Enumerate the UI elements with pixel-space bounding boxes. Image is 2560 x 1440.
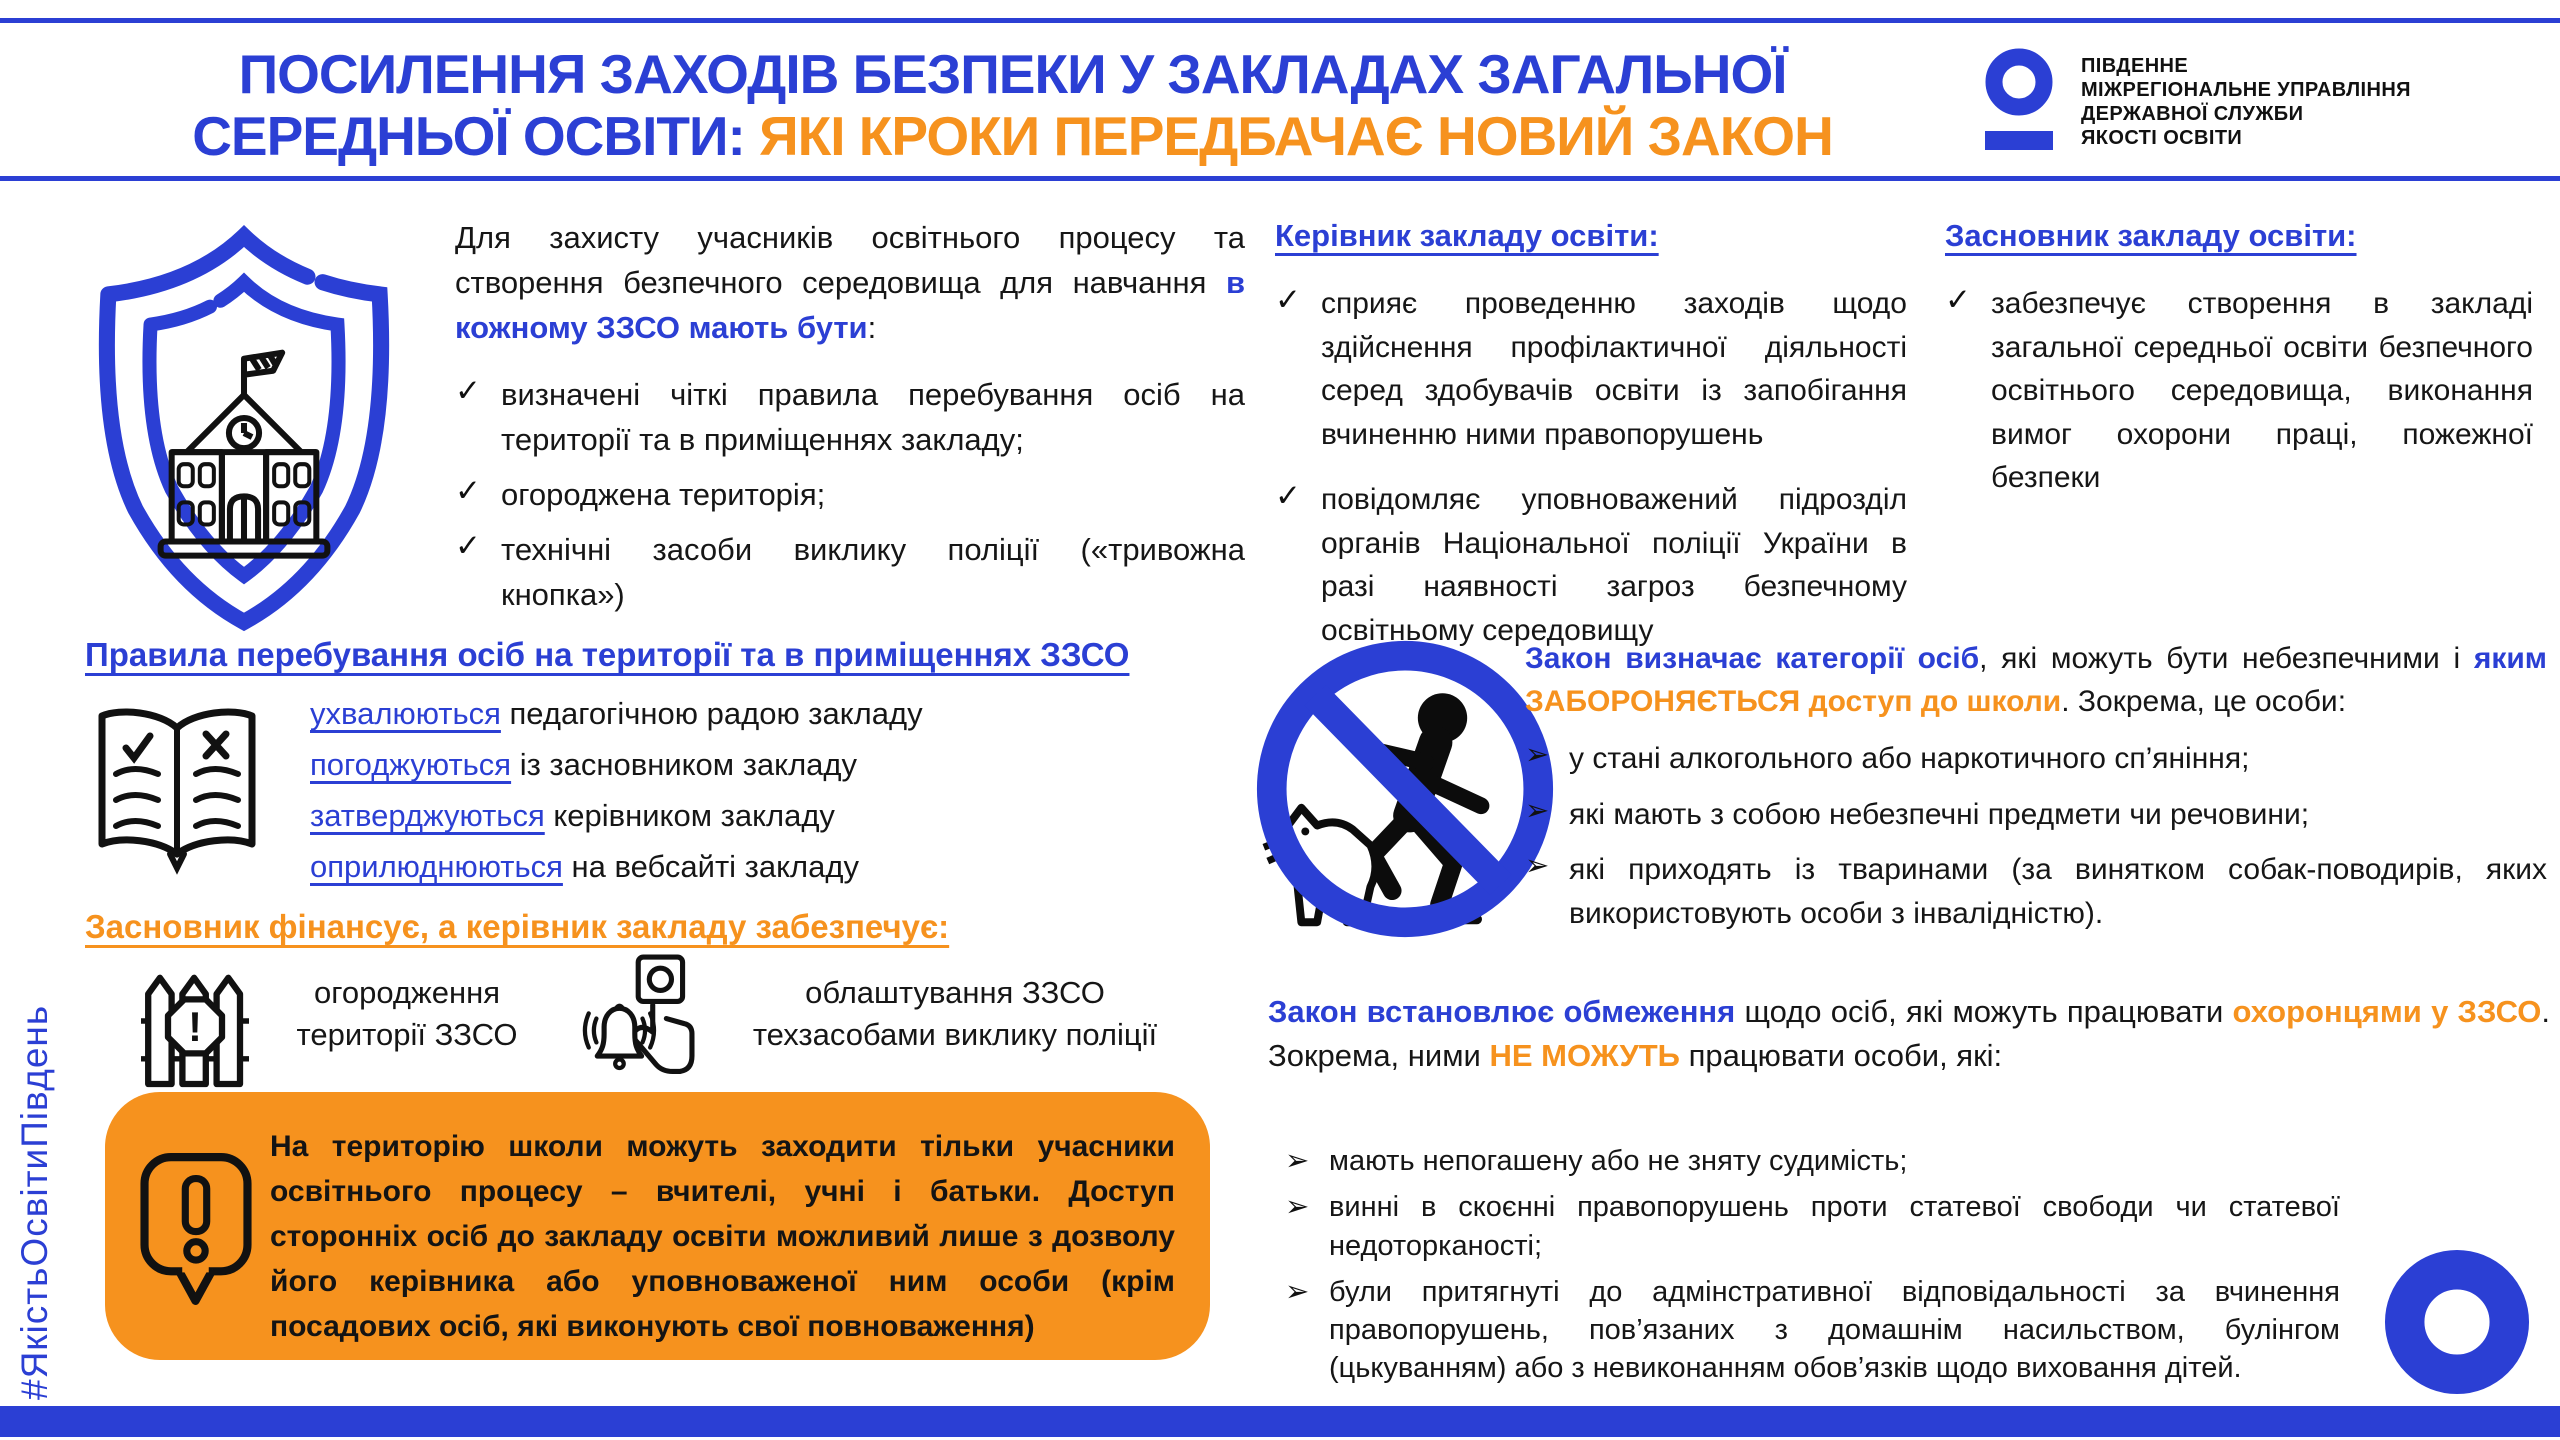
notice-box: [105, 1092, 1210, 1360]
director-column: [1275, 218, 1907, 662]
founder-heading: Засновник фінансує, а керівник закладу забезпечує:: [85, 908, 950, 945]
rule-link: затверджуються: [310, 798, 545, 833]
arrow-bullet-icon: ➢: [1525, 739, 1550, 772]
rules-heading: Правила перебування осіб на території та в приміщеннях ЗЗСО: [85, 636, 1130, 673]
guards-bullet: ➢ винні в скоєнні правопорушень проти статевої свободи чи статевої недоторканості;: [1285, 1188, 2340, 1265]
arrow-bullet-icon: ➢: [1285, 1191, 1310, 1224]
guards-block: [1268, 990, 2550, 1078]
ring-logo-icon: [2383, 1248, 2531, 1396]
intro-bullet: ✓ огороджена територія;: [455, 473, 1245, 518]
arrow-bullet-icon: ➢: [1525, 850, 1550, 883]
guards-bullets: [1285, 1142, 2340, 1396]
arrow-bullet-icon: ➢: [1525, 794, 1550, 827]
rule-item: ухвалюються педагогічною радою закладу: [310, 696, 923, 731]
page-title: [90, 44, 1935, 167]
fence-icon: [135, 958, 255, 1093]
brand-logo: [1983, 38, 2411, 153]
intro-highlight: в кожному ЗЗСО мають бути: [455, 264, 1245, 345]
founder-duties-heading: Засновник закладу освіти:: [1945, 218, 2357, 253]
alarm-button-icon: [572, 952, 707, 1097]
check-icon: ✓: [1945, 282, 1971, 317]
intro-paragraph: Для захисту учасників освітнього процесу та створення безпечного середовища для навчання в кожному ЗЗСО мають бути:: [455, 220, 1245, 345]
rule-link: оприлюднюються: [310, 849, 563, 884]
page-title-line2: СЕРЕДНЬОЇ ОСВІТИ: ЯКІ КРОКИ ПЕРЕДБАЧАЄ НОВИЙ ЗАКОН: [192, 104, 1833, 167]
svg-text:!: !: [188, 1003, 202, 1050]
intro-bullet: ✓ визначені чіткі правила перебування осіб на території та в приміщеннях закладу;: [455, 373, 1245, 463]
prohibition-bullet: ➢ які мають з собою небезпечні предмети чи речовини;: [1525, 793, 2547, 837]
intro-section: [455, 216, 1245, 628]
open-book-icon: [82, 696, 272, 876]
arrow-bullet-icon: ➢: [1285, 1145, 1310, 1177]
top-divider-line: [0, 18, 2560, 23]
founder-duties-column: [1945, 218, 2533, 510]
director-heading: Керівник закладу освіти:: [1275, 218, 1659, 253]
arrow-bullet-icon: ➢: [1285, 1275, 1310, 1308]
guards-bullet: ➢ були притягнуті до адмінстративної відповідальності за вчинення правопорушень, пов’язаних з домашнім насильством, булінгом (цькуванням) або з невиконанням обов’язків щодо виховання дітей.: [1285, 1273, 2340, 1388]
brand-name: ПІВДЕННЕ МІЖРЕГІОНАЛЬНЕ УПРАВЛІННЯ ДЕРЖАВНОЇ СЛУЖБИ ЯКОСТІ ОСВІТИ: [2081, 55, 2411, 149]
director-bullet: ✓ повідомляє уповноважений підрозділ органів Національної поліції України в разі наявності загроз безпечному освітньому середовищу: [1275, 478, 1907, 652]
prohibition-block: [1525, 638, 2547, 947]
rule-link: погоджуються: [310, 747, 512, 782]
rule-item: оприлюднюються на вебсайті закладу: [310, 849, 859, 884]
hashtag-vertical: #ЯкістьОсвітиПівдень: [14, 1004, 55, 1400]
exclamation-bubble-icon: [137, 1150, 255, 1308]
prohibition-lead: Закон визначає категорії осіб, які можуть бути небезпечними і яким ЗАБОРОНЯЄТЬСЯ доступ до школи. Зокрема, це особи:: [1525, 642, 2547, 718]
check-icon: ✓: [1275, 478, 1301, 513]
guards-lead: Закон встановлює обмеження щодо осіб, які можуть працювати охоронцями у ЗЗСО. Зокрема, ними НЕ МОЖУТЬ працювати особи, які:: [1268, 994, 2550, 1074]
rule-link: ухвалюються: [310, 696, 501, 731]
header-divider-line: [0, 176, 2560, 181]
intro-bullet: ✓ технічні засоби виклику поліції («тривожна кнопка»): [455, 528, 1245, 618]
bottom-bar: [0, 1406, 2560, 1437]
founder-duties-bullet: ✓ забезпечує створення в закладі загальної середньої освіти безпечного освітнього середовища, виконання вимог охорони праці, пожежної безпеки: [1945, 282, 2533, 500]
director-bullet: ✓ сприяє проведенню заходів щодо здійснення профілактичної діяльності серед здобувачів освіти із запобігання вчиненню ними правопорушень: [1275, 282, 1907, 456]
prohibition-bullet: ➢ у стані алкогольного або наркотичного сп’яніння;: [1525, 737, 2547, 781]
prohibition-bullet: ➢ які приходять із тваринами (за винятком собак-поводирів, яких використовують особи з інвалідністю).: [1525, 848, 2547, 935]
brand-ring-icon: [1983, 38, 2055, 153]
notice-text: На територію школи можуть заходити тільки учасники освітнього процесу – вчителі, учні і батьки. Доступ сторонніх осіб до закладу освіти можливий лише з дозволу його керівника або уповноваженої ним особи (крім посадових осіб, які виконують свої повноваження): [270, 1130, 1175, 1343]
fence-label: огородження території ЗЗСО: [296, 975, 518, 1052]
check-icon: ✓: [1275, 282, 1301, 317]
check-icon: ✓: [455, 472, 481, 508]
shield-school-icon: [68, 208, 420, 640]
rule-item: затверджуються керівником закладу: [310, 798, 835, 833]
alarm-label: облаштування ЗЗСО техзасобами виклику поліції: [752, 975, 1158, 1052]
page-title-line1: ПОСИЛЕННЯ ЗАХОДІВ БЕЗПЕКИ У ЗАКЛАДАХ ЗАГАЛЬНОЇ: [238, 43, 1787, 105]
check-icon: ✓: [455, 527, 481, 563]
no-entry-icon: [1252, 636, 1558, 942]
guards-bullet: ➢ мають непогашену або не зняту судимість;: [1285, 1142, 2340, 1180]
rule-item: погоджуються із засновником закладу: [310, 747, 857, 782]
check-icon: ✓: [455, 372, 481, 408]
rules-list: [310, 696, 923, 900]
